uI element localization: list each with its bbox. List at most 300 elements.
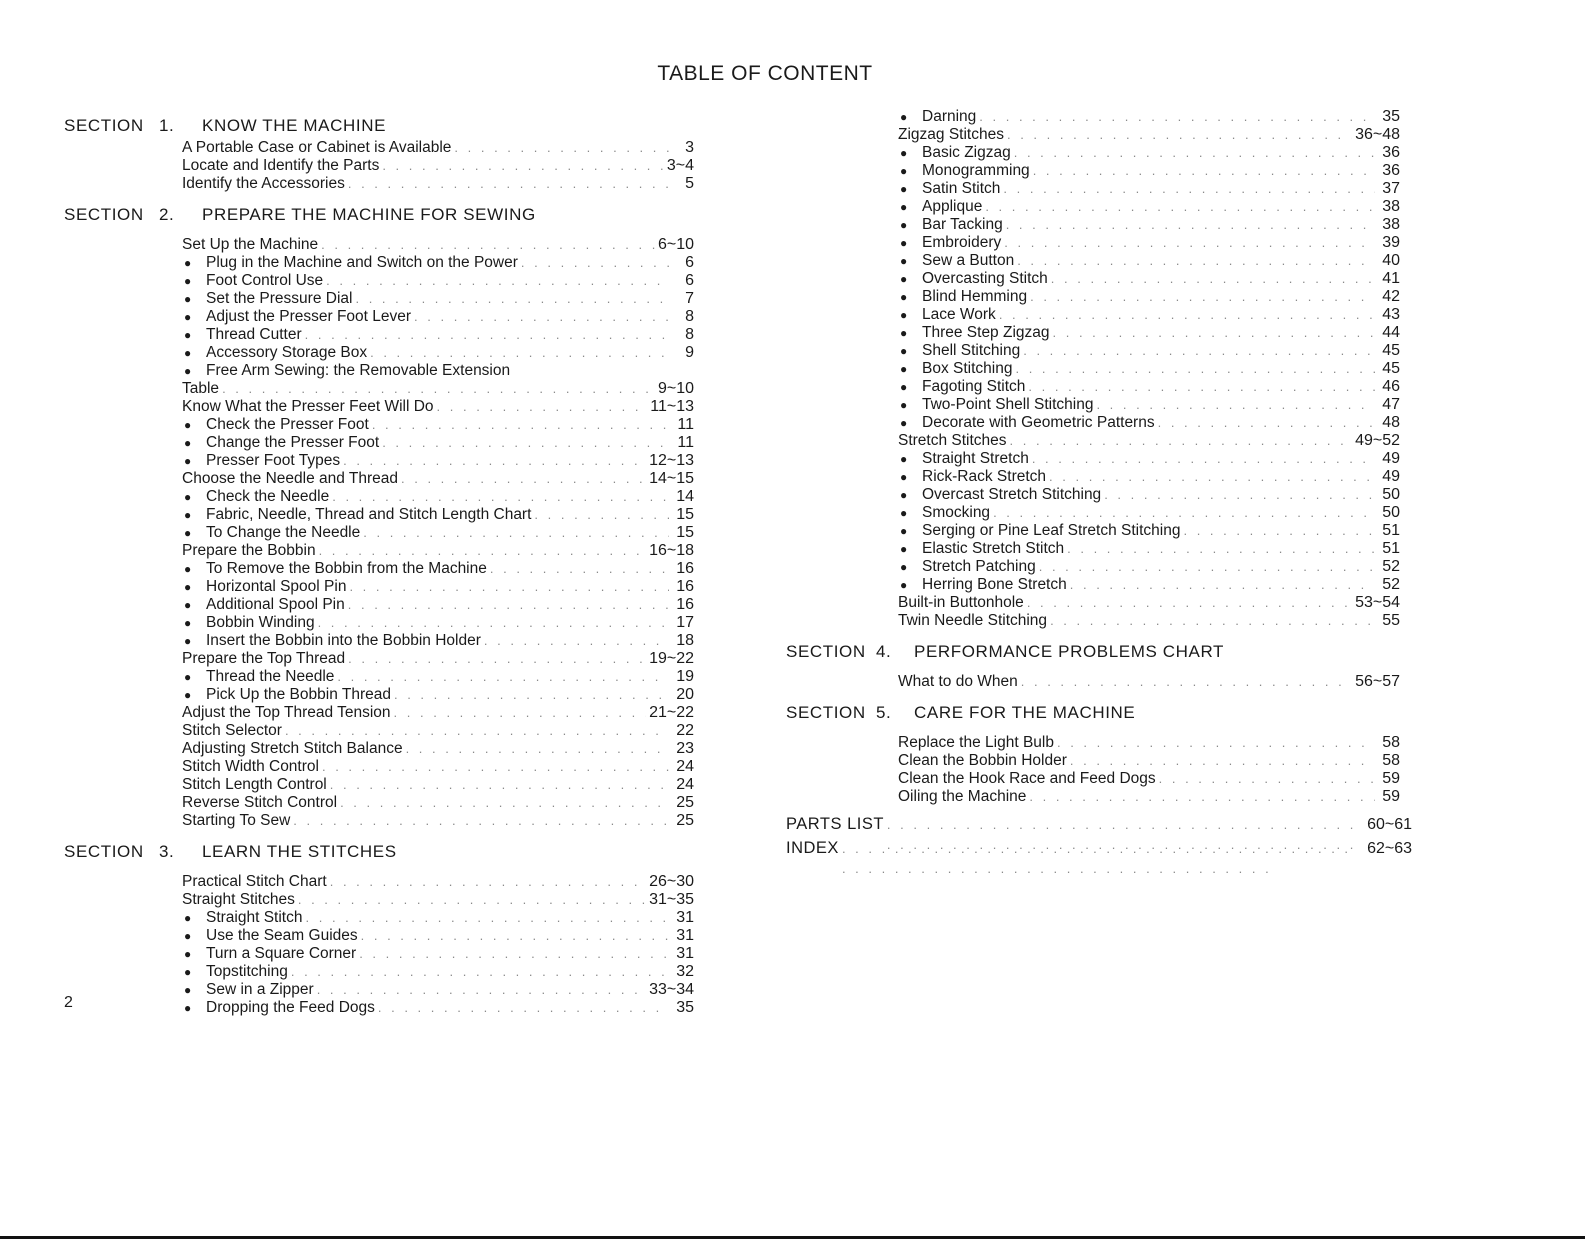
section-1-entries [182, 139, 694, 193]
leader-dots [1017, 252, 1375, 270]
toc-entry-title: Elastic Stretch Stitch [922, 540, 1065, 557]
bullet-icon: ● [900, 254, 908, 268]
toc-entry [182, 560, 694, 578]
toc-entry [182, 326, 694, 344]
bullet-icon: ● [184, 454, 192, 468]
toc-entry-page: 8 [685, 308, 694, 325]
leader-dots [370, 344, 669, 362]
section-3-entries [182, 873, 694, 1017]
leader-dots [319, 542, 646, 560]
bullet-icon: ● [184, 688, 192, 702]
section-title: CARE FOR THE MACHINE [914, 703, 1136, 722]
toc-entry-title: Applique [922, 198, 983, 215]
toc-entry-page: 14 [676, 488, 694, 505]
toc-entry [182, 596, 694, 614]
leader-dots [521, 254, 669, 272]
bullet-icon: ● [900, 290, 908, 304]
toc-entry-title: Monogramming [922, 162, 1030, 179]
toc-entry-page: 18 [676, 632, 694, 649]
toc-entry-page: 56~57 [1355, 673, 1400, 690]
toc-entry-title: Replace the Light Bulb [898, 734, 1054, 751]
toc-entry [898, 324, 1400, 342]
leader-dots [1050, 612, 1375, 630]
toc-entry [898, 378, 1400, 396]
toc-entry [182, 945, 694, 963]
toc-entry-title: Built-in Buttonhole [898, 594, 1024, 611]
toc-entry-page: 49 [1382, 450, 1400, 467]
toc-entry-page: 31 [676, 909, 694, 926]
toc-entry-page: 52 [1382, 558, 1400, 575]
toc-entry-title: Box Stitching [922, 360, 1013, 377]
toc-entry-title: Smocking [922, 504, 991, 521]
toc-entry-page: 36 [1382, 162, 1400, 179]
toc-entry [898, 486, 1400, 504]
toc-entry-page: 35 [676, 999, 694, 1016]
toc-entry [182, 776, 694, 794]
bullet-icon: ● [184, 616, 192, 630]
leader-dots [985, 198, 1375, 216]
toc-entry-page: 51 [1382, 522, 1400, 539]
bullet-icon: ● [900, 200, 908, 214]
toc-entry [898, 734, 1400, 752]
toc-entry-title: Oiling the Machine [898, 788, 1027, 805]
toc-entry [182, 668, 694, 686]
bullet-icon: ● [184, 274, 192, 288]
toc-entry-page: 6 [685, 272, 694, 289]
toc-entry-page: 31~35 [649, 891, 694, 908]
bullet-icon: ● [184, 983, 192, 997]
toc-entry-title: Stitch Selector [182, 722, 282, 739]
toc-entry-title: Decorate with Geometric Patterns [922, 414, 1155, 431]
toc-entry [182, 686, 694, 704]
toc-entry-page: 50 [1382, 486, 1400, 503]
toc-entry-page: 40 [1382, 252, 1400, 269]
toc-entry [898, 594, 1400, 612]
toc-entry-page: 35 [1382, 108, 1400, 125]
toc-entry-page: 23 [676, 740, 694, 757]
bottom-rule [0, 1236, 1585, 1239]
toc-entry [182, 452, 694, 470]
leader-dots [326, 272, 669, 290]
toc-entry-page: 42 [1382, 288, 1400, 305]
bullet-icon: ● [184, 292, 192, 306]
section-label: SECTION [64, 205, 144, 224]
toc-entry-title: Accessory Storage Box [206, 344, 368, 361]
leader-dots [349, 578, 669, 596]
toc-entry [898, 396, 1400, 414]
toc-entry-page: 20 [676, 686, 694, 703]
toc-entry-title: To Remove the Bobbin from the Machine [206, 560, 487, 577]
bullet-icon: ● [184, 965, 192, 979]
toc-entry-page: 39 [1382, 234, 1400, 251]
leader-dots [1006, 216, 1375, 234]
section-label: SECTION [64, 116, 144, 135]
toc-entry-page: 48 [1382, 414, 1400, 431]
toc-entry-title: Straight Stretch [922, 450, 1029, 467]
bullet-icon: ● [184, 526, 192, 540]
toc-entry-title: Dropping the Feed Dogs [206, 999, 375, 1016]
toc-entry-page: 53~54 [1355, 594, 1400, 611]
toc-entry [898, 752, 1400, 770]
toc-entry [898, 612, 1400, 630]
toc-entry-title: Choose the Needle and Thread [182, 470, 399, 487]
toc-entry [182, 362, 694, 380]
toc-entry [898, 234, 1400, 252]
parts-list-title: PARTS LIST [786, 815, 884, 833]
leader-dots [1033, 162, 1375, 180]
leader-dots [1023, 342, 1375, 360]
toc-entry-page: 46 [1382, 378, 1400, 395]
toc-entry-page: 26~30 [649, 873, 694, 890]
right-column [786, 108, 1412, 858]
leader-dots [993, 504, 1375, 522]
bullet-icon: ● [184, 418, 192, 432]
leader-dots [293, 812, 669, 830]
section-number: 4. [876, 642, 892, 661]
bullet-icon: ● [900, 380, 908, 394]
toc-entry-page: 36 [1382, 144, 1400, 161]
bullet-icon: ● [184, 364, 192, 378]
page-title: TABLE OF CONTENT [657, 62, 873, 85]
leader-dots [363, 524, 669, 542]
toc-entry-title: Fabric, Needle, Thread and Stitch Length Chart [206, 506, 532, 523]
section-number: 2. [159, 205, 175, 224]
toc-entry-page: 15 [676, 524, 694, 541]
leader-dots [1003, 180, 1375, 198]
leader-dots [1049, 468, 1375, 486]
leader-dots [1096, 396, 1375, 414]
leader-dots [1004, 234, 1375, 252]
toc-entry [898, 432, 1400, 450]
toc-entry-title: Straight Stitches [182, 891, 295, 908]
toc-entry-title: Basic Zigzag [922, 144, 1011, 161]
toc-entry [182, 578, 694, 596]
toc-entry-page: 15 [676, 506, 694, 523]
toc-entry-page: 25 [676, 812, 694, 829]
toc-entry [182, 632, 694, 650]
toc-entry-page: 3 [685, 139, 694, 156]
toc-entry [898, 504, 1400, 522]
toc-entry [182, 909, 694, 927]
toc-entry-page: 36~48 [1355, 126, 1400, 143]
bullet-icon: ● [900, 560, 908, 574]
section-title: PERFORMANCE PROBLEMS CHART [914, 642, 1224, 661]
toc-entry [182, 434, 694, 452]
bullet-icon: ● [184, 508, 192, 522]
bullet-icon: ● [900, 488, 908, 502]
leader-dots [1158, 414, 1375, 432]
toc-entry-page: 11 [677, 434, 694, 451]
toc-entry [182, 470, 694, 488]
leader-dots [332, 488, 669, 506]
bullet-icon: ● [184, 598, 192, 612]
section-label: SECTION [786, 642, 866, 661]
toc-entry-title: Presser Foot Types [206, 452, 341, 469]
bullet-icon: ● [184, 1001, 192, 1015]
leader-dots [348, 596, 669, 614]
toc-entry [898, 522, 1400, 540]
toc-entry [182, 614, 694, 632]
bullet-icon: ● [900, 218, 908, 232]
toc-entry-title: Thread Cutter [206, 326, 302, 343]
toc-entry-page: 16 [676, 560, 694, 577]
toc-entry-page: 14~15 [649, 470, 694, 487]
toc-entry [898, 360, 1400, 378]
toc-entry-title: Stretch Patching [922, 558, 1036, 575]
left-column [64, 112, 704, 1017]
bullet-icon: ● [900, 308, 908, 322]
toc-entry-page: 6 [685, 254, 694, 271]
leader-dots [484, 632, 669, 650]
toc-entry-title: Three Step Zigzag [922, 324, 1050, 341]
bullet-icon: ● [184, 328, 192, 342]
bullet-icon: ● [184, 670, 192, 684]
toc-entry-title: Thread the Needle [206, 668, 335, 685]
leader-dots [1030, 288, 1375, 306]
bullet-icon: ● [184, 436, 192, 450]
section-5-heading [786, 699, 1412, 726]
toc-entry [898, 270, 1400, 288]
toc-entry [898, 180, 1400, 198]
bullet-icon: ● [900, 578, 908, 592]
toc-entry [898, 198, 1400, 216]
bullet-icon: ● [184, 929, 192, 943]
bullet-icon: ● [900, 272, 908, 286]
toc-entry [182, 873, 694, 891]
toc-entry [182, 398, 694, 416]
toc-entry-title: Embroidery [922, 234, 1002, 251]
toc-entry [898, 288, 1400, 306]
leader-dots [382, 157, 664, 175]
section-4-heading [786, 638, 1412, 665]
toc-entry-title: Reverse Stitch Control [182, 794, 338, 811]
leader-dots [1015, 360, 1375, 378]
bullet-icon: ● [900, 326, 908, 340]
section-4-entries [898, 673, 1400, 691]
toc-entry-page: 52 [1382, 576, 1400, 593]
section-2-heading [64, 201, 704, 228]
leader-dots [361, 927, 669, 945]
toc-entry-title: Clean the Hook Race and Feed Dogs [898, 770, 1156, 787]
toc-entry-title: Turn a Square Corner [206, 945, 357, 962]
toc-entry [182, 999, 694, 1017]
toc-entry-title: Insert the Bobbin into the Bobbin Holder [206, 632, 481, 649]
toc-entry-page: 11~13 [650, 398, 694, 415]
leader-dots [1010, 432, 1353, 450]
toc-entry [898, 576, 1400, 594]
bullet-icon: ● [900, 146, 908, 160]
toc-entry [898, 306, 1400, 324]
section-title: PREPARE THE MACHINE FOR SEWING [202, 205, 536, 224]
toc-entry-page: 24 [676, 776, 694, 793]
toc-entry-title: Zigzag Stitches [898, 126, 1004, 143]
toc-entry-page: 19 [676, 668, 694, 685]
leader-dots [343, 452, 646, 470]
toc-entry-page: 19~22 [649, 650, 694, 667]
toc-entry-page: 59 [1382, 788, 1400, 805]
section-number: 5. [876, 703, 892, 722]
toc-entry-title: Fagoting Stitch [922, 378, 1026, 395]
toc-entry-page: 31 [676, 927, 694, 944]
bullet-icon: ● [900, 164, 908, 178]
toc-entry-page: 45 [1382, 342, 1400, 359]
toc-entry [898, 788, 1400, 806]
leader-dots [321, 236, 655, 254]
leader-dots [1007, 126, 1352, 144]
leader-dots [394, 704, 647, 722]
toc-entry-page: 44 [1382, 324, 1400, 341]
toc-entry-page: 16~18 [649, 542, 694, 559]
toc-entry-title: Adjust the Presser Foot Lever [206, 308, 412, 325]
toc-entry-title: Set the Pressure Dial [206, 290, 353, 307]
toc-entry-page: 17 [676, 614, 694, 631]
toc-entry-page: 6~10 [657, 236, 694, 253]
toc-entry-page: 50 [1382, 504, 1400, 521]
toc-entry [182, 175, 694, 193]
leader-dots [1032, 450, 1375, 468]
toc-entry [898, 216, 1400, 234]
bullet-icon: ● [184, 310, 192, 324]
section-title: KNOW THE MACHINE [202, 116, 387, 135]
bullet-icon: ● [900, 452, 908, 466]
leader-dots [340, 794, 669, 812]
toc-entry [182, 506, 694, 524]
toc-entry [898, 673, 1400, 691]
toc-entry-title: Sew a Button [922, 252, 1015, 269]
toc-entry-page: 43 [1382, 306, 1400, 323]
toc-entry-page: 37 [1382, 180, 1400, 197]
toc-entry [898, 770, 1400, 788]
leader-dots [355, 290, 669, 308]
toc-entry [898, 468, 1400, 486]
leader-dots [1027, 594, 1352, 612]
toc-entry-page: 7 [685, 290, 694, 307]
index-title: INDEX [786, 839, 839, 857]
toc-entry-title: Stitch Length Control [182, 776, 327, 793]
leader-dots [378, 999, 669, 1017]
toc-entry-page: 3~4 [666, 157, 694, 174]
toc-entry-title: Overcast Stretch Stitching [922, 486, 1102, 503]
section-label: SECTION [786, 703, 866, 722]
toc-entry-title: Check the Presser Foot [206, 416, 369, 433]
leader-dots [322, 758, 669, 776]
toc-entry-title: Serging or Pine Leaf Stretch Stitching [922, 522, 1181, 539]
bullet-icon: ● [184, 911, 192, 925]
toc-entry [182, 758, 694, 776]
toc-entry-page: 55 [1382, 612, 1400, 629]
toc-entry-title: Set Up the Machine [182, 236, 319, 253]
leader-dots [534, 506, 669, 524]
toc-entry [898, 126, 1400, 144]
toc-entry-title: Foot Control Use [206, 272, 324, 289]
toc-entry-title: A Portable Case or Cabinet is Available [182, 139, 452, 156]
toc-entry [182, 704, 694, 722]
bullet-icon: ● [900, 182, 908, 196]
leader-dots [1067, 540, 1375, 558]
toc-entry-page: 5 [685, 175, 694, 192]
toc-entry-title: Practical Stitch Chart [182, 873, 327, 890]
toc-entry-page: 41 [1382, 270, 1400, 287]
leader-dots [414, 308, 669, 326]
leader-dots [317, 981, 646, 999]
toc-entry-page: 38 [1382, 198, 1400, 215]
toc-entry-title: Stitch Width Control [182, 758, 319, 775]
toc-entry-title: Free Arm Sewing: the Removable Extension [206, 362, 511, 379]
toc-entry-page: 58 [1382, 752, 1400, 769]
toc-entry [182, 794, 694, 812]
toc-entry [182, 254, 694, 272]
section-3-continued-entries [898, 108, 1400, 630]
toc-entry-title: Stretch Stitches [898, 432, 1007, 449]
section-title: LEARN THE STITCHES [202, 842, 397, 861]
toc-entry-title: Topstitching [206, 963, 288, 980]
toc-entry-page: 22 [676, 722, 694, 739]
bullet-icon: ● [184, 580, 192, 594]
toc-entry [182, 290, 694, 308]
toc-entry-page: 51 [1382, 540, 1400, 557]
leader-dots [1029, 788, 1375, 806]
bullet-icon: ● [184, 256, 192, 270]
toc-entry-title: Prepare the Top Thread [182, 650, 346, 667]
toc-entry [182, 272, 694, 290]
toc-entry-title: Lace Work [922, 306, 996, 323]
parts-list-entry [786, 814, 1412, 834]
toc-entry [182, 812, 694, 830]
toc-entry-title: Starting To Sew [182, 812, 291, 829]
toc-entry-title: Darning [922, 108, 977, 125]
bullet-icon: ● [900, 362, 908, 376]
bullet-icon: ● [184, 562, 192, 576]
toc-entry-title: Additional Spool Pin [206, 596, 345, 613]
toc-entry-page: 31 [676, 945, 694, 962]
toc-entry-page: 9~10 [657, 380, 694, 397]
toc-entry [182, 380, 694, 398]
toc-entry-page: 45 [1382, 360, 1400, 377]
toc-entry-page: 32 [676, 963, 694, 980]
toc-entry-page: 33~34 [649, 981, 694, 998]
section-5-entries [898, 734, 1400, 806]
leader-dots [1028, 378, 1375, 396]
section-1-heading [64, 112, 704, 139]
leader-dots [222, 380, 655, 398]
section-3-heading [64, 838, 704, 865]
index-page: 62~63 [1367, 840, 1412, 857]
toc-entry-page: 16 [676, 578, 694, 595]
toc-entry-title: Straight Stitch [206, 909, 303, 926]
toc-entry-title: Use the Seam Guides [206, 927, 358, 944]
bullet-icon: ● [900, 506, 908, 520]
toc-entry-title: Check the Needle [206, 488, 330, 505]
leader-dots [842, 839, 1364, 879]
toc-entry-title: Bar Tacking [922, 216, 1003, 233]
leader-dots [305, 326, 669, 344]
toc-entry [898, 342, 1400, 360]
leader-dots [1104, 486, 1375, 504]
section-number: 1. [159, 116, 175, 135]
toc-entry [898, 540, 1400, 558]
toc-entry [182, 963, 694, 981]
toc-entry-title: Pick Up the Bobbin Thread [206, 686, 391, 703]
leader-dots [285, 722, 669, 740]
toc-entry [182, 344, 694, 362]
toc-entry-page: 24 [676, 758, 694, 775]
leader-dots [437, 398, 648, 416]
toc-entry-title: Overcasting Stitch [922, 270, 1048, 287]
leader-dots [1070, 576, 1375, 594]
leader-dots [337, 668, 669, 686]
bullet-icon: ● [900, 236, 908, 250]
toc-entry-title: Rick-Rack Stretch [922, 468, 1047, 485]
